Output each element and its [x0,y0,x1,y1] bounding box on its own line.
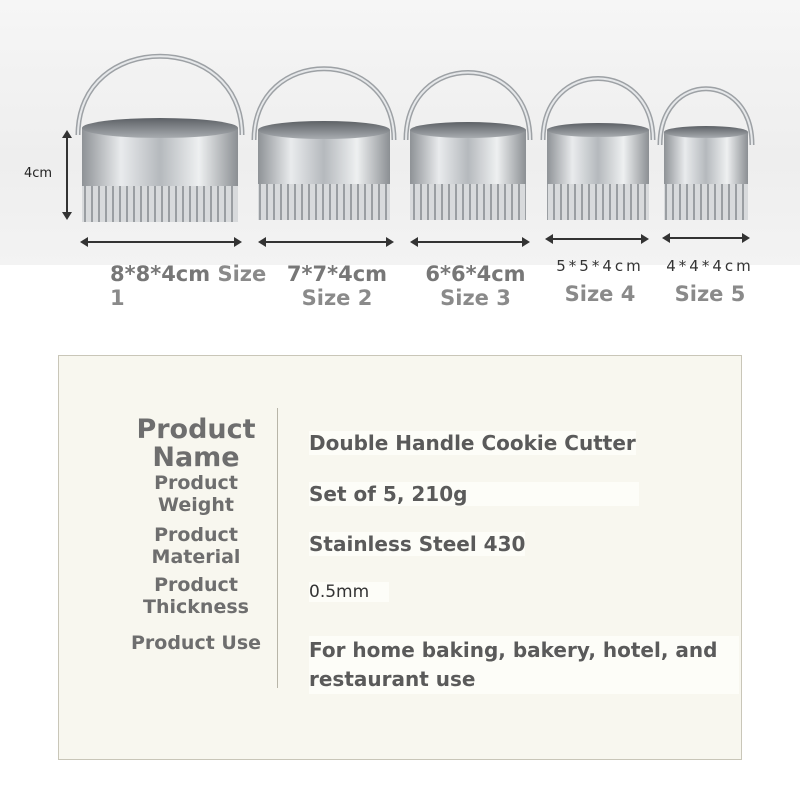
width-arrow-size-2 [260,241,392,243]
cutter-size-2 [254,69,394,220]
width-arrow-size-3 [412,241,528,243]
product-material-value: Stainless Steel 430 [309,532,526,556]
product-thickness-label: Product Thickness [143,574,249,618]
size-4-name: Size 4 [564,282,636,306]
product-use-value: For home baking, bakery, hotel, and restaurant use [309,636,739,694]
height-dimension-arrow [66,132,68,218]
height-label: 4cm [24,166,53,181]
product-use-label: Product Use [130,632,262,654]
size-1-dims: 8*8*4cm [110,262,211,286]
size-1-name: Size 1 [110,262,267,310]
product-thickness-value: 0.5mm [309,582,389,602]
size-5-name: Size 5 [674,282,746,306]
size-3-dims: 6*6*4cm [425,262,526,286]
width-arrow-size-4 [547,238,647,240]
product-photo-area [0,0,800,330]
cutter-size-3 [406,73,530,221]
product-material-label: Product Material [151,524,241,568]
size-3-label [418,262,533,310]
product-name-value: Double Handle Cookie Cutter [309,431,636,455]
product-name-label: Product Name [136,414,256,473]
product-weight-label: Product Weight [154,472,238,516]
size-5-label [655,254,765,306]
cutter-size-1 [78,56,242,222]
cookie-cutters-illustration [0,0,800,265]
size-2-label [282,262,392,310]
size-5-dims: 4*4*4cm [666,257,754,275]
size-4-label [545,254,655,306]
size-2-dims: 7*7*4cm [286,262,388,286]
size-2-name: Size 2 [301,286,373,310]
size-1-label [110,262,280,310]
cutter-size-4 [543,79,653,221]
cutter-size-5 [660,89,752,220]
width-arrow-size-1 [82,241,240,243]
size-4-dims: 5*5*4cm [556,257,644,275]
width-arrow-size-5 [664,237,748,239]
spec-card [58,355,742,760]
product-weight-value: Set of 5, 210g [309,482,639,506]
size-3-name: Size 3 [440,286,511,310]
